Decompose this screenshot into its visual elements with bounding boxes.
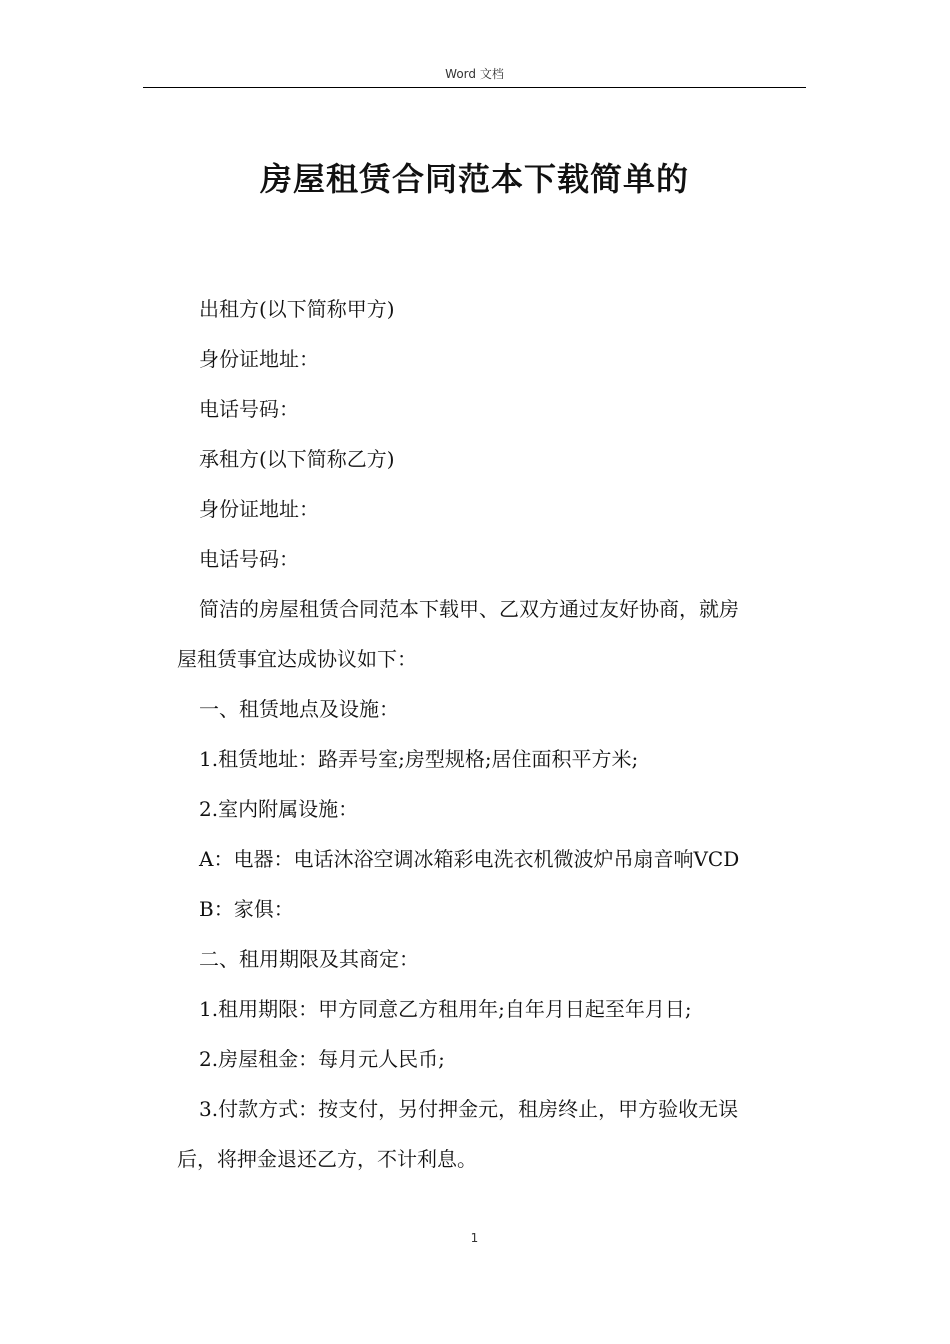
paragraph-intro: 简洁的房屋租赁合同范本下载甲、乙双方通过友好协商，就房 [199,597,739,621]
page-header: Word 文档 [445,67,504,81]
paragraph-lessee: 承租方(以下简称乙方) [199,447,395,471]
paragraph-lessee-phone: 电话号码： [199,547,299,571]
clause-payment-continued: 后，将押金退还乙方，不计利息。 [177,1147,477,1171]
paragraph-lessee-id-address: 身份证地址： [199,497,319,521]
page-number: 1 [470,1231,479,1245]
paragraph-lessor: 出租方(以下简称甲方) [199,297,395,321]
header-rule [143,87,806,88]
paragraph-intro-continued: 屋租赁事宜达成协议如下： [177,647,417,671]
paragraph-lessor-phone: 电话号码： [199,397,299,421]
clause-facilities: 2.室内附属设施： [199,797,359,821]
clause-furniture: B：家俱： [199,897,294,921]
clause-rent: 2.房屋租金：每月元人民币; [199,1047,445,1071]
paragraph-lessor-id-address: 身份证地址： [199,347,319,371]
clause-address: 1.租赁地址：路弄号室;房型规格;居住面积平方米; [199,747,639,771]
document-title: 房屋租赁合同范本下载简单的 [259,160,689,198]
clause-term: 1.租用期限：甲方同意乙方租用年;自年月日起至年月日; [199,997,692,1021]
clause-payment: 3.付款方式：按支付，另付押金元，租房终止，甲方验收无误 [199,1097,739,1121]
section-heading-location: 一、租赁地点及设施： [199,697,399,721]
document-body [177,284,807,1184]
section-heading-term: 二、租用期限及其商定： [199,947,419,971]
clause-appliances: A：电器：电话沐浴空调冰箱彩电洗衣机微波炉吊扇音响VCD [199,847,740,871]
